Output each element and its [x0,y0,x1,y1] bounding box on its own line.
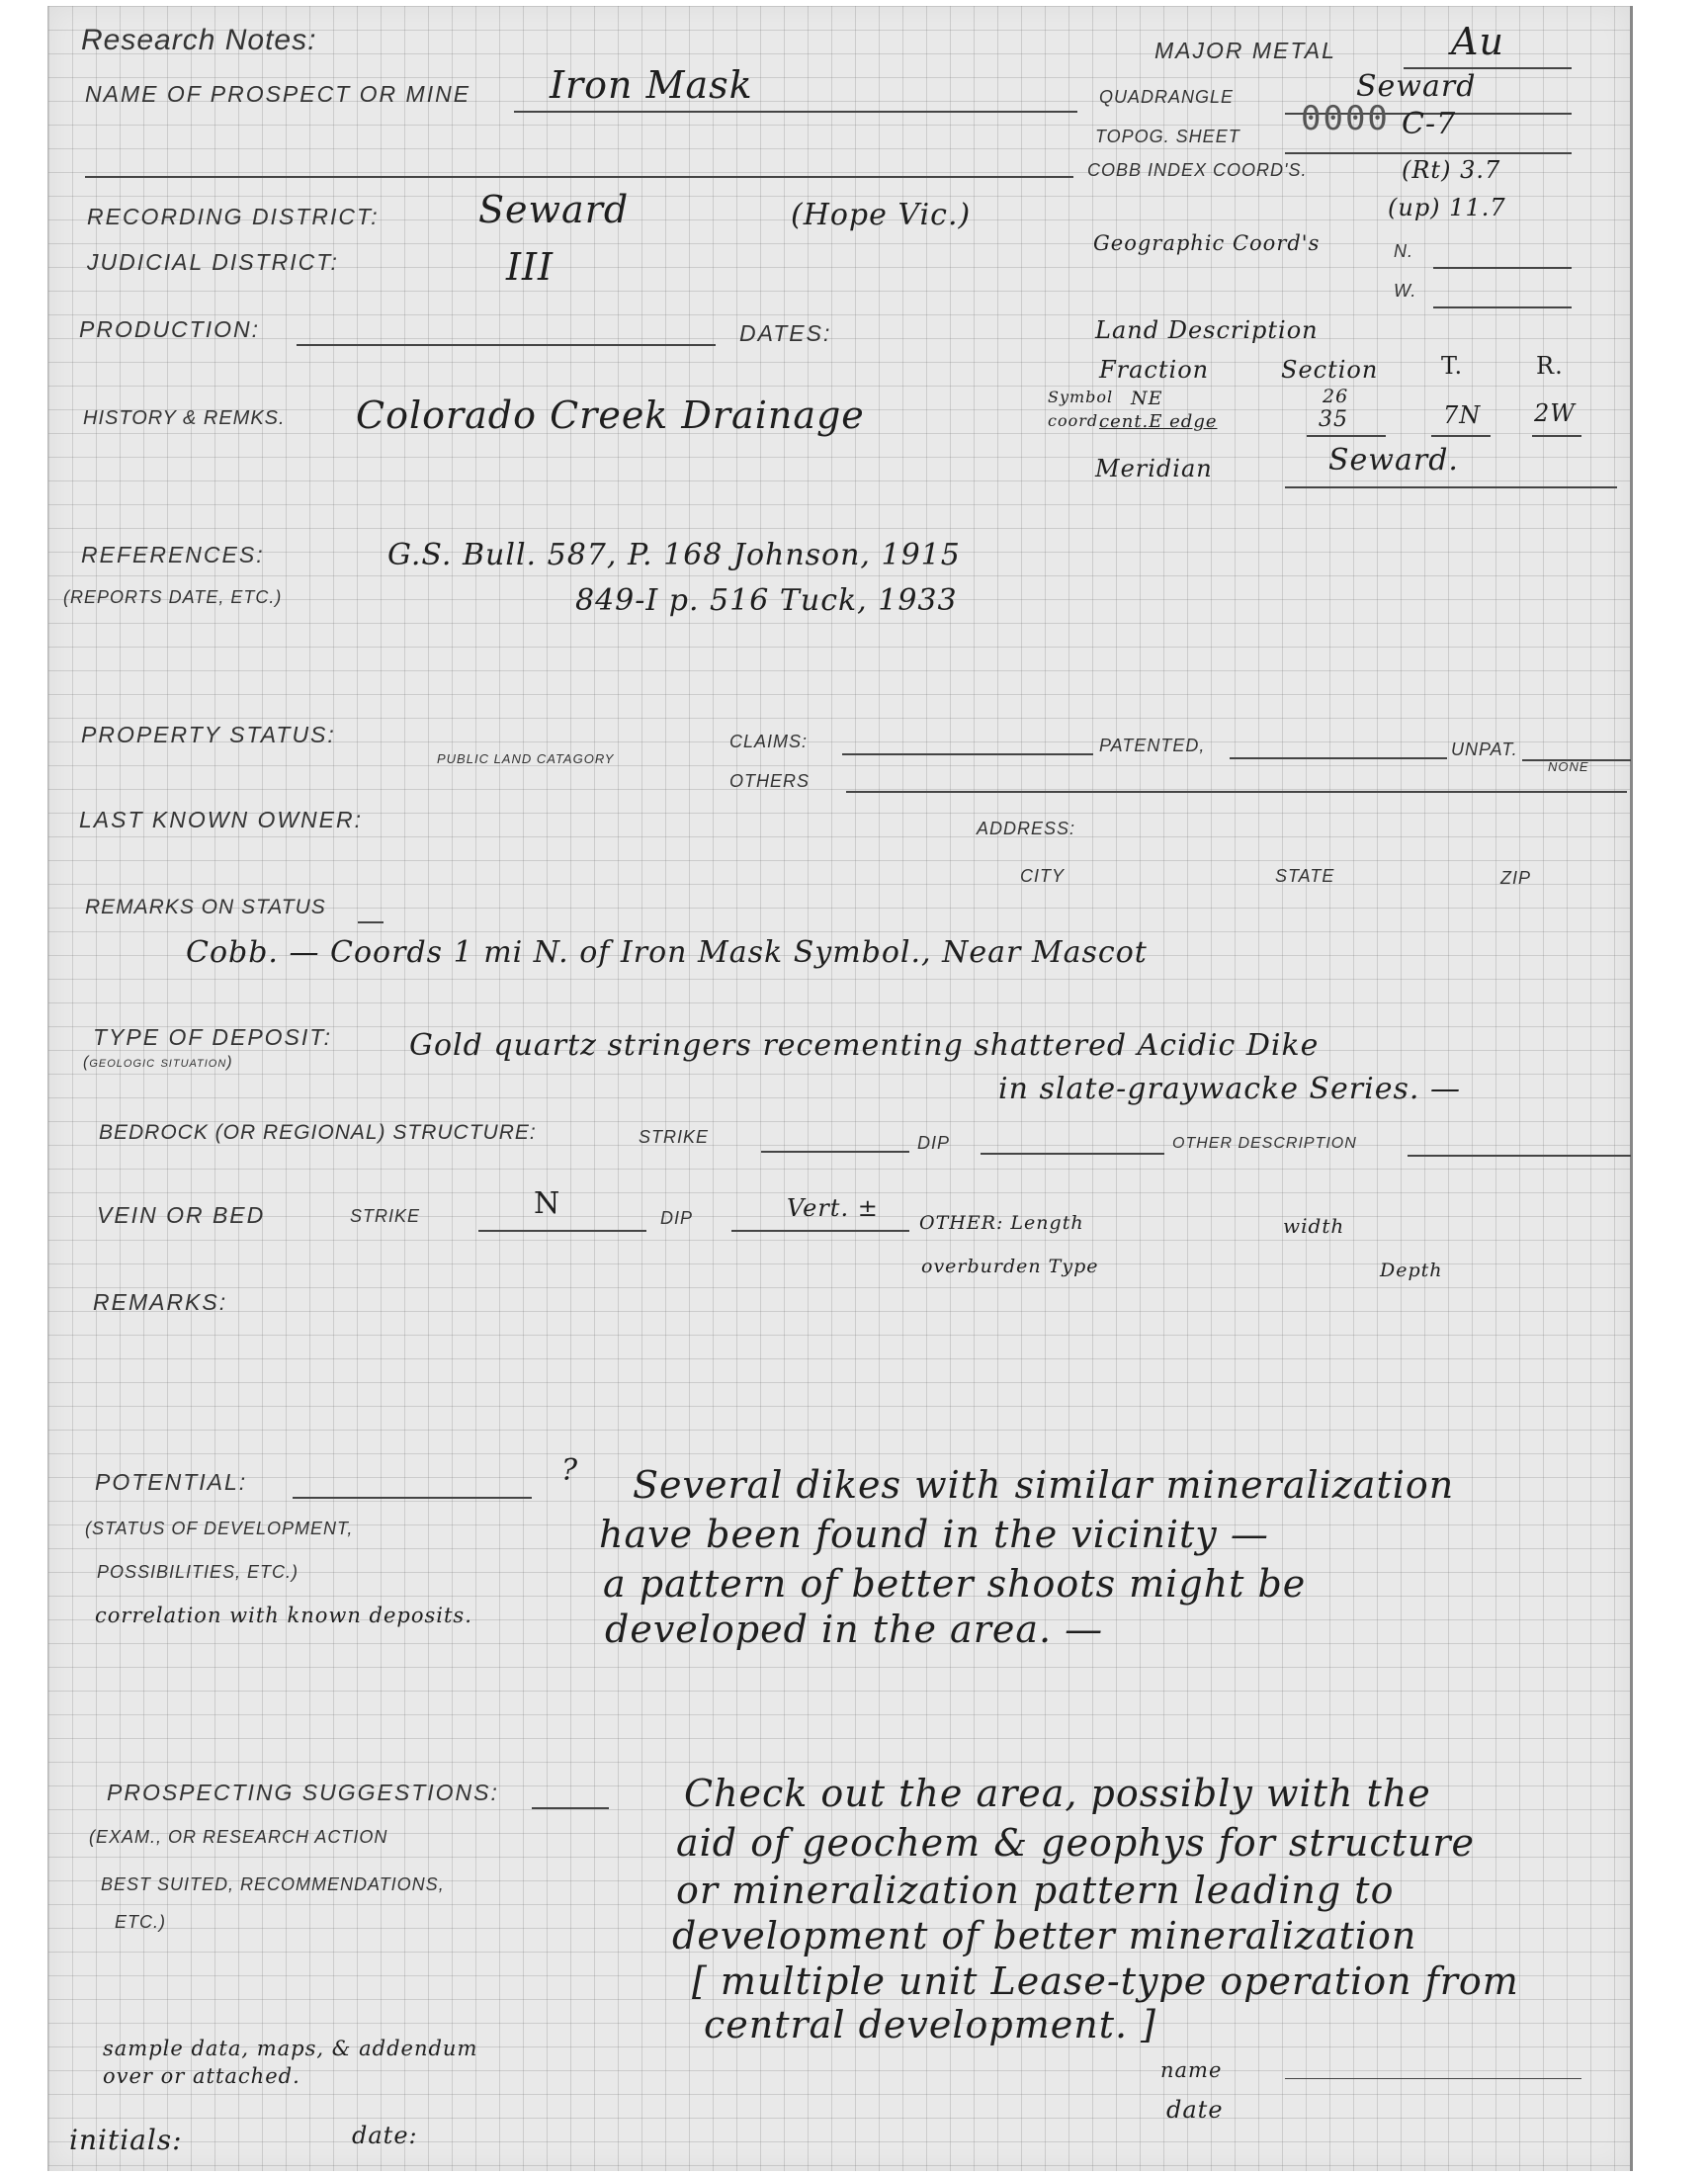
prospecting-label: PROSPECTING SUGGESTIONS: [107,1780,499,1805]
coord-fraction: cent.E edge [1099,411,1218,432]
last-owner-label: LAST KNOWN OWNER: [79,807,364,832]
prospecting-line-3: or mineralization pattern leading to [676,1869,1395,1912]
bedrock-dip-line [981,1153,1164,1155]
prospecting-line-2: aid of geochem & geophys for structure [676,1821,1476,1865]
bedrock-other-line [1408,1155,1631,1157]
quadrangle-label: QUADRANGLE [1099,87,1235,107]
history-value: Colorado Creek Drainage [356,393,865,437]
township-line [1431,435,1491,437]
date-label: date [1166,2096,1224,2124]
vein-other-label: OTHER: Length [919,1212,1084,1234]
range-label: R. [1536,352,1564,380]
name-label: name [1160,2058,1223,2082]
remarks-label: REMARKS: [93,1289,228,1315]
unpat-value: NONE [1548,759,1589,774]
potential-line-1: Several dikes with similar mineralization [633,1463,1455,1507]
others-line [846,791,1627,793]
section-label: Section [1281,356,1379,384]
cobb-rt-value: (Rt) 3.7 [1402,156,1501,184]
claims-label: CLAIMS: [729,732,809,751]
potential-sub-3: correlation with known deposits. [95,1604,472,1627]
vein-strike-line [478,1230,646,1232]
bedrock-strike-label: STRIKE [639,1127,710,1147]
bedrock-other-label: OTHER DESCRIPTION [1172,1135,1357,1152]
vein-bed-label: VEIN OR BED [97,1202,266,1228]
potential-sub-2: POSSIBILITIES, ETC.) [97,1562,299,1582]
deposit-line-1: Gold quartz stringers recementing shattered Acidic Dike [409,1028,1320,1063]
geo-w-label: W. [1394,281,1417,301]
deposit-type-label: TYPE OF DEPOSIT: [93,1024,333,1050]
references-line-2: 849-I p. 516 Tuck, 1933 [575,583,958,618]
geographic-coords-label: Geographic Coord's [1093,231,1321,255]
references-label: REFERENCES: [81,542,265,567]
geo-n-label: N. [1394,241,1413,261]
potential-sub-1: (STATUS OF DEVELOPMENT, [85,1519,354,1538]
vein-dip-value: Vert. ± [787,1194,879,1222]
prospecting-line-4: development of better mineralization [672,1914,1417,1958]
section-line [1307,435,1386,437]
potential-line-3: a pattern of better shoots might be [603,1562,1307,1606]
patented-line [1230,757,1447,759]
production-label: PRODUCTION: [79,316,260,342]
meridian-value: Seward. [1328,443,1459,478]
initials-label: initials: [69,2124,183,2156]
symbol-fraction: NE [1131,388,1163,409]
research-notes-label: Research Notes: [81,24,317,56]
public-land-label: PUBLIC LAND CATAGORY [437,751,615,766]
remarks-status-value: Cobb. — Coords 1 mi N. of Iron Mask Symbol., Near Mascot [186,935,1148,970]
zip-label: ZIP [1500,868,1532,888]
state-label: STATE [1275,866,1335,886]
land-description-title: Land Description [1095,316,1319,344]
judicial-district-label: JUDICIAL DISTRICT: [87,249,339,275]
prospect-value: Iron Mask [550,63,753,107]
remarks-status-label: REMARKS ON STATUS [85,896,326,918]
prospecting-sub-1: (EXAM., OR RESEARCH ACTION [89,1827,388,1847]
coord-label: coord. [1048,411,1105,430]
recording-district-note: (Hope Vic.) [791,198,972,232]
geo-n-line [1433,267,1572,269]
quadrangle-value: Seward [1356,69,1477,104]
judicial-district-value: III [506,245,555,289]
cobb-index-label: COBB INDEX COORD'S. [1087,160,1308,180]
fraction-label: Fraction [1099,356,1210,384]
bedrock-structure-label: BEDROCK (OR REGIONAL) STRUCTURE: [99,1121,537,1144]
name-line [1285,2078,1581,2079]
township-value: 7N [1443,401,1482,429]
topog-sheet-value: C-7 [1402,107,1457,141]
vein-strike-value: N [534,1186,561,1221]
prospecting-sub-2: BEST SUITED, RECOMMENDATIONS, [101,1874,445,1894]
bedrock-dip-label: DIP [917,1133,951,1153]
vein-dip-line [731,1230,909,1232]
deposit-type-sub-label: (geologic situation) [83,1054,233,1071]
recording-district-value: Seward [478,188,630,231]
prospecting-line-6: central development. ] [704,2003,1156,2046]
prospecting-line [532,1807,609,1809]
dates-label: DATES: [739,320,832,346]
remarks-status-line [358,921,384,923]
deposit-line-2: in slate-graywacke Series. — [998,1072,1461,1106]
sample-data-note-1: sample data, maps, & addendum [103,2037,478,2060]
references-sub-label: (REPORTS DATE, ETC.) [63,587,283,607]
references-line-1: G.S. Bull. 587, P. 168 Johnson, 1915 [387,538,961,572]
city-label: CITY [1020,866,1066,886]
prospect-label: NAME OF PROSPECT OR MINE [85,81,471,107]
bedrock-strike-line [761,1151,909,1153]
vein-width-label: width [1283,1214,1345,1238]
topog-sheet-label: TOPOG. SHEET [1095,127,1240,146]
potential-label: POTENTIAL: [95,1469,248,1495]
overburden-label: overburden Type [921,1256,1099,1277]
symbol-label: Symbol [1048,388,1114,406]
vein-strike-label: STRIKE [350,1206,421,1226]
stamp-number: 0000 [1301,99,1390,138]
cobb-up-value: (up) 11.7 [1388,194,1506,221]
property-status-label: PROPERTY STATUS: [81,722,336,747]
township-label: T. [1441,352,1464,380]
section-1: 26 [1323,386,1349,407]
recording-district-label: RECORDING DISTRICT: [87,204,380,229]
address-label: ADDRESS: [977,819,1076,838]
blank-line [85,176,1073,178]
meridian-label: Meridian [1095,455,1213,482]
history-label: HISTORY & REMKS. [83,407,286,429]
prospecting-line-1: Check out the area, possibly with the [684,1772,1431,1815]
meridian-line [1285,486,1617,488]
range-line [1532,435,1581,437]
others-label: OTHERS [729,771,811,791]
sample-data-note-2: over or attached. [103,2064,300,2088]
topog-sheet-line [1285,152,1572,154]
potential-line-4: developed in the area. — [605,1608,1104,1651]
vein-dip-label: DIP [660,1208,694,1228]
potential-question-mark: ? [561,1453,579,1488]
production-line [297,344,716,346]
prospect-line [514,111,1077,113]
prospecting-line-5: [ multiple unit Lease-type operation from [692,1959,1519,2003]
potential-line-2: have been found in the vicinity — [599,1513,1269,1556]
section-2: 35 [1319,407,1348,432]
initials-date-label: date: [352,2122,418,2149]
claims-line [842,753,1093,755]
unpat-label: UNPAT. [1451,740,1518,759]
range-value: 2W [1534,399,1576,427]
depth-label: Depth [1380,1260,1443,1281]
patented-label: PATENTED, [1099,736,1206,755]
major-metal-label: MAJOR METAL [1154,38,1336,63]
geo-w-line [1433,306,1572,308]
potential-line [293,1497,532,1499]
major-metal-value: Au [1451,20,1504,63]
prospecting-sub-3: ETC.) [115,1912,166,1932]
